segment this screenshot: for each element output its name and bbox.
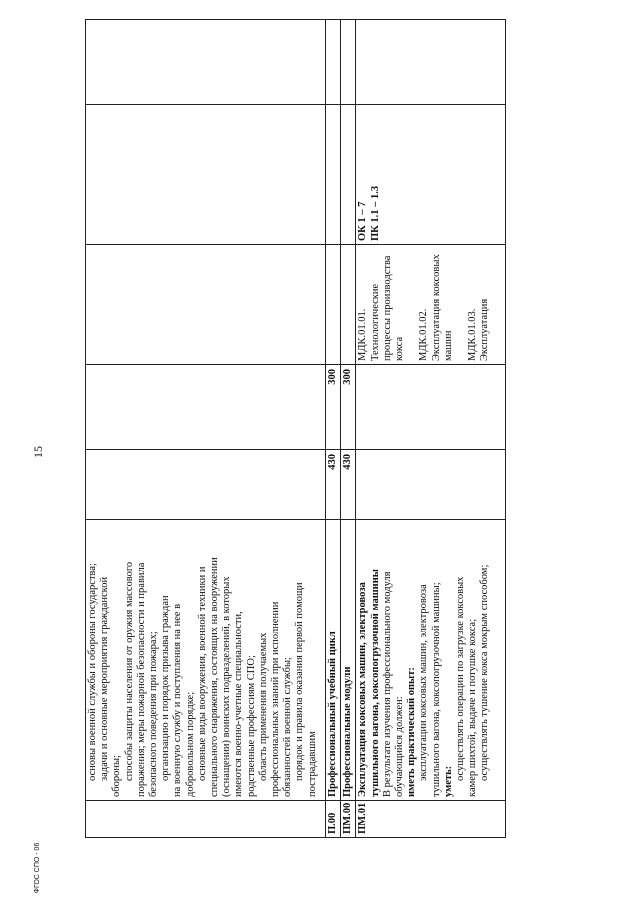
content-line: (оснащении) воинских подразделений, в которых	[221, 576, 233, 797]
mdk-line: машин	[442, 330, 454, 361]
content-cell	[86, 520, 326, 801]
competency-line: ПК 1.1 – 1.3	[369, 185, 381, 241]
competency-cell	[86, 105, 326, 245]
content-line: добровольном порядке;	[184, 691, 196, 797]
competency-list-cell	[356, 105, 506, 245]
mdk-line: Технологические	[369, 283, 381, 361]
content-line: основные виды вооружения, военной техники и	[196, 566, 208, 781]
module-content-line: обучающийся должен:	[394, 696, 406, 797]
module-title-line: Эксплуатация коксовых машин, электровоза	[357, 582, 369, 797]
module-title-line: тушильного вагона, коксопогрузочной машины	[369, 569, 381, 797]
page-number: 15	[31, 446, 45, 458]
module-content-line: уметь:	[442, 765, 454, 797]
content-line: пострадавшим	[306, 731, 318, 797]
mdk-line: Эксплуатация коксовых	[430, 254, 442, 361]
content-line: область применения получаемых	[257, 632, 269, 781]
mdk-line	[455, 248, 467, 361]
content-line: порядок и правила оказания первой помощи	[294, 582, 306, 781]
row-code: ПМ.01	[356, 801, 506, 838]
footer-text: ФГОС СПО - 06	[34, 842, 41, 894]
mdk-list-cell	[356, 245, 506, 365]
module-content-cell	[356, 520, 506, 801]
module-content-line: осуществлять операции по загрузке коксовых	[455, 576, 467, 781]
content-line: основы военной службы и обороны государства;	[87, 563, 98, 781]
table-row-pm00	[341, 20, 356, 838]
content-line: безопасного поведения при пожарах;	[148, 631, 160, 797]
module-content-line: камер шихтой, выдаче и потушке кокса;	[467, 618, 479, 797]
content-line: обязанностей военной службы;	[282, 657, 294, 797]
competency-line: ОК 1 – 7	[357, 201, 369, 241]
max-hours: 430	[341, 450, 356, 520]
mdk-line: Эксплуатация	[479, 298, 491, 361]
content-line: родственные профессиям СПО;	[245, 655, 257, 797]
rotated-table-wrapper	[85, 20, 597, 838]
content-line: способы защиты населения от оружия массового	[123, 561, 135, 781]
mdk-line: процессы производства	[381, 255, 393, 361]
class-hours-cell	[86, 365, 326, 450]
content-line: на военную службу и поступления на нее в	[172, 603, 184, 797]
table-row-continuation	[86, 20, 326, 838]
curriculum-table	[85, 19, 506, 838]
content-line: специального снаряжения, состоящих на вооружении	[209, 557, 221, 797]
content-line: поражения; меры пожарной безопасности и правила	[135, 562, 147, 797]
row-title: Профессиональный учебный цикл	[326, 520, 341, 801]
extra-cell	[86, 20, 326, 105]
content-line: организацию и порядок призыва граждан	[160, 595, 172, 781]
row-title: Профессиональные модули	[341, 520, 356, 801]
mdk-cell	[86, 245, 326, 365]
table-row-pm01	[356, 20, 506, 838]
module-content-line: тушильного вагона, коксопогрузочной машины;	[430, 582, 442, 797]
content-line: задачи и основные мероприятия гражданской	[99, 576, 111, 781]
class-hours: 300	[326, 365, 341, 450]
max-hours: 430	[326, 450, 341, 520]
mdk-line: МДК.01.03.	[467, 308, 479, 361]
mdk-line: кокса	[394, 336, 406, 361]
mdk-line: МДК.01.01.	[357, 308, 369, 361]
row-code: П.00	[326, 801, 341, 838]
content-line: имеются военно-учетные специальности,	[233, 611, 245, 797]
max-hours-cell	[86, 450, 326, 520]
mdk-line: МДК.01.02.	[418, 308, 430, 361]
module-content-line: В результате изучения профессионального модуля	[381, 571, 393, 797]
table-row-p00	[326, 20, 341, 838]
row-code: ПМ.00	[341, 801, 356, 838]
mdk-line	[406, 248, 418, 361]
class-hours: 300	[341, 365, 356, 450]
module-content-line: иметь практический опыт:	[406, 667, 418, 797]
code-cell	[86, 801, 326, 838]
content-line: профессиональных знаний при исполнении	[270, 601, 282, 797]
content-line: обороны;	[111, 755, 123, 797]
module-content-line: эксплуатации коксовых машин, электровоза	[418, 584, 430, 781]
module-content-line: осуществлять тушение кокса мокрым способом;	[479, 564, 491, 781]
